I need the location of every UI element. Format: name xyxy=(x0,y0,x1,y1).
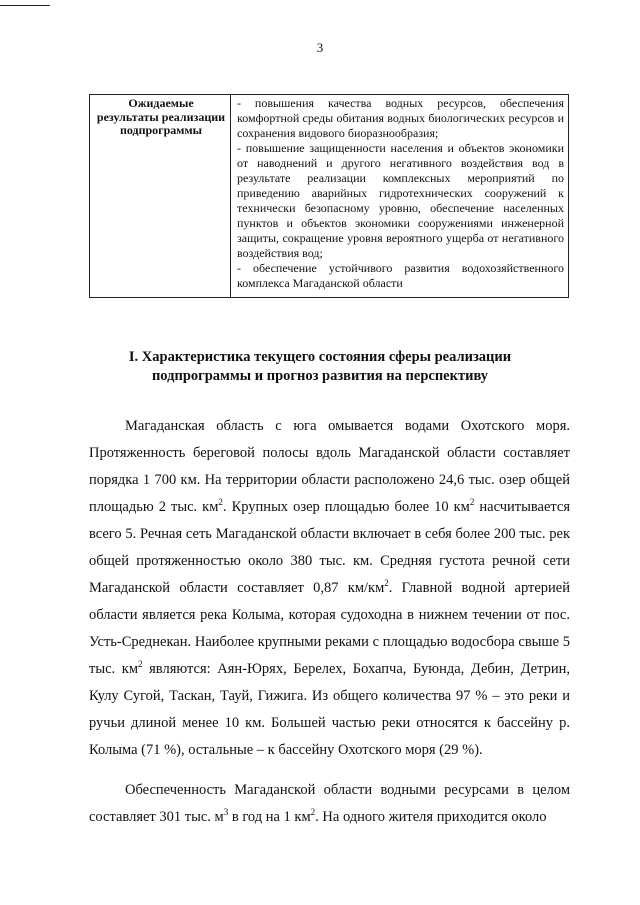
top-rule xyxy=(0,5,50,6)
expected-results-table xyxy=(89,94,569,298)
section-heading: I. Характеристика текущего состояния сферы реализации подпрограммы и прогноз развития на перспективу xyxy=(128,349,512,384)
superscript: 2 xyxy=(218,497,223,508)
table-value-cell xyxy=(231,95,569,298)
superscript: 2 xyxy=(138,659,143,670)
result-item-3: - обеспечение устойчивого развития водохозяйственного комплекса Магаданской области xyxy=(237,261,564,290)
result-item-1: - повышения качества водных ресурсов, обеспечения комфортной среды обитания водных биологических ресурсов и сохранения видового биоразнообразия; xyxy=(237,96,564,140)
text-run: Обеспеченность Магаданской области водными ресурсами в целом составляет 301 тыс. м xyxy=(89,782,570,825)
superscript: 3 xyxy=(223,807,229,818)
text-run: насчитывается всего 5. Речная сеть Магаданской области включает в себя более 200 тыс. рек общей протяженностью около 380 тыс. км. Средняя густота речной сети Магаданской области составляет 0,87 км/км xyxy=(89,499,571,596)
text-run: . Крупных озер площадью более 10 км xyxy=(222,499,470,515)
superscript: 2 xyxy=(384,578,389,589)
text-run: . Главной водной артерией области является река Колыма, которая судоходна в нижнем течении от пос. Усть-Среднекан. Наиболее крупными реками с площадью водосбора свыше 5 тыс. км xyxy=(89,580,570,677)
text-run: . На одного жителя приходится около xyxy=(315,809,547,825)
page-number: 3 xyxy=(316,40,324,55)
table-label-cell: Ожидаемые результаты реализации подпрограммы xyxy=(90,95,231,298)
text-run: Магаданская область с юга омывается водами Охотского моря. Протяженность береговой полосы вдоль Магаданской области составляет порядка 1 700 км. На территории области расположено 24,6 тыс. озер общей площадью 2 тыс. км xyxy=(89,418,570,515)
superscript: 2 xyxy=(469,497,475,508)
result-item-2: - повышение защищенности населения и объектов экономики от наводнений и другого негативного воздействия вод в результате реализации комплексных мероприятий по приведению аварийных гидротехнических сооружений к технически безопасному уровню, обеспечение населенных пунктов и объектов экономики сооружениями инженерной защиты, сокращение уровня вероятного ущерба от негативного воздействия вод; xyxy=(237,141,564,260)
body-paragraph-1 xyxy=(89,413,570,764)
text-run: являются: Аян-Юрях, Берелех, Бохапча, Буюнда, Дебин, Детрин, Кулу Сугой, Таскан, Тауй, Гижига. Из общего количества 97 % – это реки и ручьи длиной менее 10 км. Большей частью реки относятся к бассейну р. Колыма (71 %), остальные – к бассейну Охотского моря (29 %). xyxy=(89,661,570,758)
text-run: в год на 1 км xyxy=(228,809,311,825)
table-row xyxy=(90,95,569,298)
superscript: 2 xyxy=(310,807,316,818)
body-paragraph-2 xyxy=(89,777,570,831)
